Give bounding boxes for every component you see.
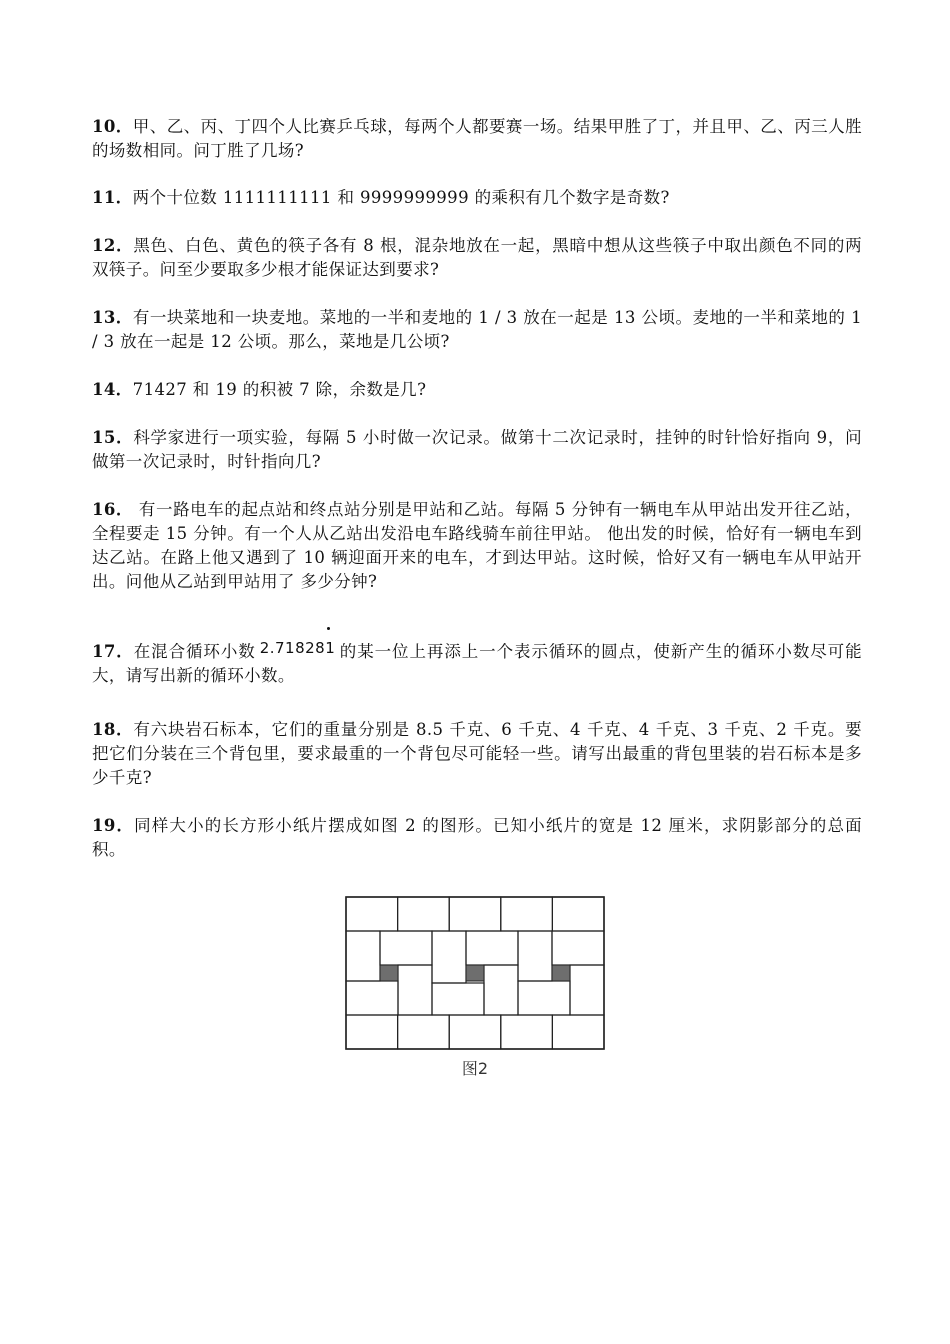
paper-piece: [346, 981, 398, 1015]
paper-piece: [570, 965, 604, 1015]
question-15: 15．科学家进行一项实验，每隔 5 小时做一次记录。做第十二次记录时，挂钟的时针恰好指向 9，问做第一次记录时，时针指向几?: [92, 428, 863, 471]
shaded-square: [552, 965, 570, 981]
paper-piece: [466, 931, 518, 965]
question-text: 有六块岩石标本，它们的重量分别是 8.5 千克、6 千克、4 千克、4 千克、3 千克、2 千克。要把它们分装在三个背包里，要求最重的一个背包尽可能轻一些。请写出最重的背包里装的岩石标本是多少千克?: [92, 720, 862, 787]
shaded-square: [466, 965, 484, 981]
question-17: 17．在混合循环小数 2.718281 的某一位上再添上一个表示循环的圆点，使新产生的循环小数尽可能大，请写出新的循环小数。: [92, 640, 862, 688]
question-text: 有一路电车的起点站和终点站分别是甲站和乙站。每隔 5 分钟有一辆电车从甲站出发开往乙站，全程要走 15 分钟。有一个人从乙站出发沿电车路线骑车前往甲站。 他出发的时候，恰好有一辆电车到达乙站。在路上他又遇到了 10 辆迎面开来的电车，才到达甲站。这时候，恰好又有一辆电车从甲站开出。问他从乙站到甲站用了 多少分钟?: [92, 500, 863, 591]
question-11: 11．两个十位数 1111111111 和 9999999999 的乘积有几个数字是奇数?: [92, 188, 670, 207]
question-text: 黑色、白色、黄色的筷子各有 8 根，混杂地放在一起，黑暗中想从这些筷子中取出颜色不同的两双筷子。问至少要取多少根才能保证达到要求?: [92, 236, 863, 279]
question-number: 14: [92, 380, 116, 399]
question-text: 有一块菜地和一块麦地。菜地的一半和麦地的 1 / 3 放在一起是 13 公顷。麦地的一半和菜地的 1 / 3 放在一起是 12 公顷。那么，菜地是几公顷?: [92, 308, 862, 351]
paper-piece: [484, 965, 518, 1015]
paper-piece: [398, 965, 432, 1015]
paper-piece: [432, 983, 484, 1015]
paper-piece: [552, 897, 604, 931]
paper-piece: [518, 931, 552, 981]
paper-piece: [501, 1015, 553, 1049]
question-number: 18: [92, 720, 116, 739]
question-number: 12: [92, 236, 116, 255]
paper-piece: [501, 897, 553, 931]
question-text: 科学家进行一项实验，每隔 5 小时做一次记录。做第十二次记录时，挂钟的时针恰好指向 9，问做第一次记录时，时针指向几?: [92, 428, 863, 471]
question-number: 11: [92, 188, 116, 207]
question-16: 16． 有一路电车的起点站和终点站分别是甲站和乙站。每隔 5 分钟有一辆电车从甲站出发开往乙站，全程要走 15 分钟。有一个人从乙站出发沿电车路线骑车前往甲站。 他出发的时候，恰好有一辆电车到达乙站。在路上他又遇到了 10 辆迎面开来的电车，才到达甲站。这时候，恰好又有一辆电车从甲站开出。问他从乙站到甲站用了 多少分钟?: [92, 500, 863, 591]
paper-piece: [346, 1015, 398, 1049]
paper-piece: [380, 931, 432, 965]
recurring-decimal: [260, 636, 336, 660]
recurring-dot-icon: [327, 627, 330, 630]
paper-piece: [398, 897, 450, 931]
question-12: 12．黑色、白色、黄色的筷子各有 8 根，混杂地放在一起，黑暗中想从这些筷子中取出颜色不同的两双筷子。问至少要取多少根才能保证达到要求?: [92, 236, 863, 279]
decimal-value: 2.718281: [259, 639, 336, 657]
question-text: 两个十位数 1111111111 和 9999999999 的乘积有几个数字是奇数?: [132, 188, 670, 207]
shaded-square: [380, 965, 398, 981]
figure-2: [344, 893, 606, 1085]
question-number: 16: [92, 500, 116, 519]
rectangle-tiling-diagram: [344, 893, 606, 1053]
paper-piece: [449, 897, 501, 931]
question-text: 同样大小的长方形小纸片摆成如图 2 的图形。已知小纸片的宽是 12 厘米，求阴影部分的总面积。: [92, 816, 862, 859]
paper-piece: [346, 931, 380, 981]
question-text: 甲、乙、丙、丁四个人比赛乒乓球，每两个人都要赛一场。结果甲胜了丁，并且甲、乙、丙三人胜的场数相同。问丁胜了几场?: [92, 117, 863, 160]
paper-piece: [346, 897, 398, 931]
paper-piece: [398, 1015, 450, 1049]
question-18: 18．有六块岩石标本，它们的重量分别是 8.5 千克、6 千克、4 千克、4 千克、3 千克、2 千克。要把它们分装在三个背包里，要求最重的一个背包尽可能轻一些。请写出最重的背包里装的岩石标本是多少千克?: [92, 720, 862, 787]
question-text-after: 的某一位上再添上一个表示循环的圆点，使新产生的循环小数尽可能大，请写出新的循环小数。: [92, 642, 862, 685]
question-19: 19．同样大小的长方形小纸片摆成如图 2 的图形。已知小纸片的宽是 12 厘米，求阴影部分的总面积。: [92, 816, 862, 859]
question-text-before: 在混合循环小数: [133, 642, 256, 661]
question-number: 15: [92, 428, 116, 447]
question-13: 13．有一块菜地和一块麦地。菜地的一半和麦地的 1 / 3 放在一起是 13 公顷。麦地的一半和菜地的 1 / 3 放在一起是 12 公顷。那么，菜地是几公顷?: [92, 308, 862, 351]
paper-piece: [449, 1015, 501, 1049]
question-text: 71427 和 19 的积被 7 除，余数是几?: [132, 380, 427, 399]
paper-piece: [518, 981, 570, 1015]
paper-piece: [432, 931, 466, 983]
question-number: 19: [92, 816, 116, 835]
paper-piece: [552, 1015, 604, 1049]
question-10: 10．甲、乙、丙、丁四个人比赛乒乓球，每两个人都要赛一场。结果甲胜了丁，并且甲、乙、丙三人胜的场数相同。问丁胜了几场?: [92, 117, 863, 160]
question-number: 17: [92, 642, 116, 661]
question-number: 10: [92, 117, 116, 136]
question-14: 14．71427 和 19 的积被 7 除，余数是几?: [92, 380, 427, 399]
question-number: 13: [92, 308, 116, 327]
paper-piece: [552, 931, 604, 965]
figure-caption: 图2: [461, 1059, 489, 1078]
